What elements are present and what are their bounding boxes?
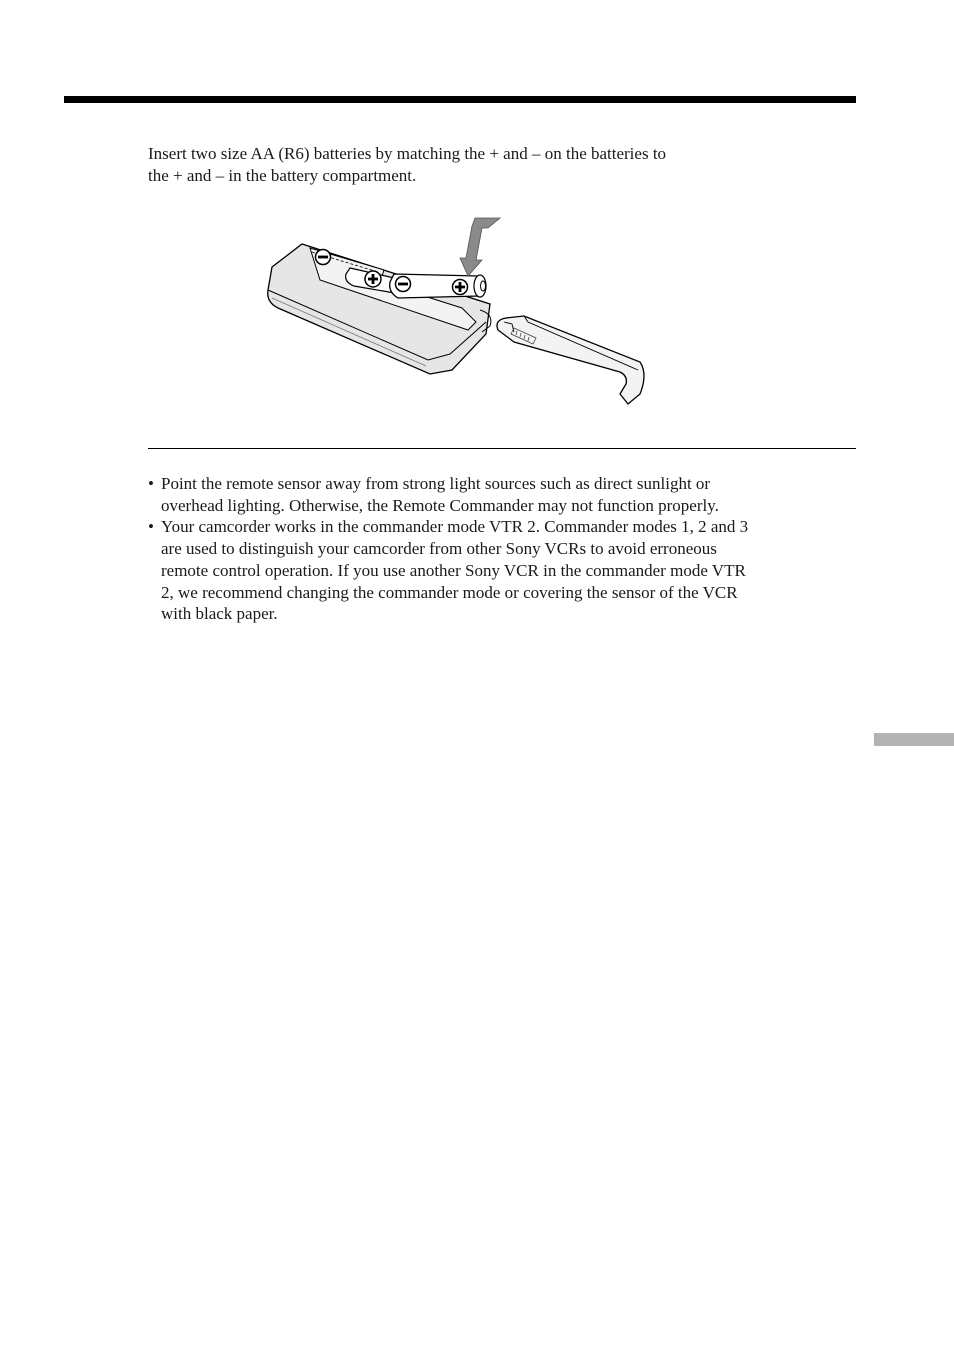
section-side-tab	[874, 733, 954, 746]
notes-divider	[148, 448, 856, 449]
note-2-line-3: remote control operation. If you use another Sony VCR in the commander mode VTR	[161, 560, 746, 580]
note-2-line-2: are used to distinguish your camcorder from other Sony VCRs to avoid erroneous	[161, 539, 717, 559]
note-item	[148, 516, 858, 625]
note-1-line-1: Point the remote sensor away from strong light sources such as direct sunlight or	[161, 474, 711, 493]
header-rule	[64, 96, 856, 103]
battery-front	[390, 274, 486, 298]
note-2-line-1: Your camcorder works in the commander mode VTR 2. Commander modes 1, 2 and 3	[161, 517, 749, 537]
note-bullet: •	[148, 474, 154, 493]
compartment-minus-icon	[316, 250, 331, 265]
note-2-line-5: with black paper.	[161, 604, 278, 624]
intro-line-2: the + and – in the battery compartment.	[148, 166, 417, 185]
insert-down-arrow-icon	[460, 218, 500, 276]
note-item	[148, 473, 858, 516]
note-2-line-4: 2, we recommend changing the commander mode or covering the sensor of the VCR	[161, 582, 738, 602]
remote-commander-body	[268, 244, 491, 374]
intro-paragraph	[148, 143, 788, 187]
battery-insertion-illustration	[262, 212, 652, 408]
note-bullet: •	[148, 517, 154, 537]
note-1-line-2: overhead lighting. Otherwise, the Remote Commander may not function properly.	[161, 495, 719, 515]
battery-cover	[497, 316, 644, 404]
intro-line-1: Insert two size AA (R6) batteries by matching the + and – on the batteries to	[148, 144, 667, 163]
notes-list	[148, 473, 858, 625]
